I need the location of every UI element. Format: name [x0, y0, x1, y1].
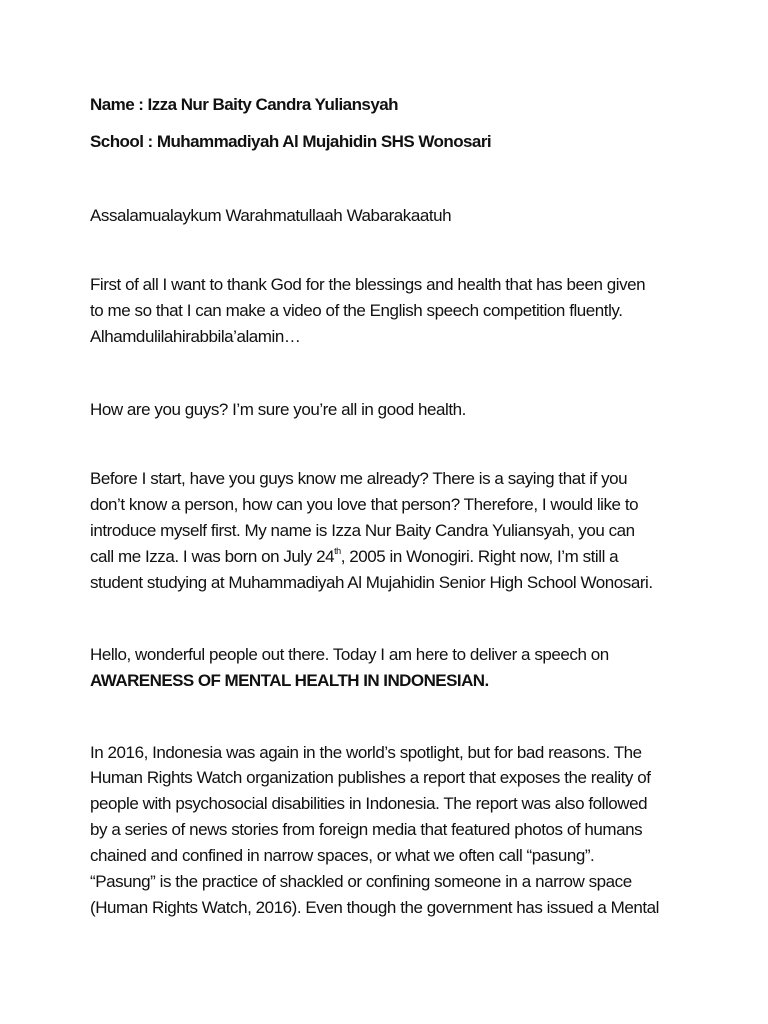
birth-text-after: , 2005 in Wonogiri. Right now, I’m still a [340, 547, 619, 566]
paragraph-3-line-3: introduce myself first. My name is Izza Nur Baity Candra Yuliansyah, you can [90, 521, 635, 540]
paragraph-1-line-2: to me so that I can make a video of the English speech competition fluently. [90, 301, 623, 320]
paragraph-5-line-6: “Pasung” is the practice of shackled or confining someone in a narrow space [90, 872, 632, 891]
student-name-line: Name : Izza Nur Baity Candra Yuliansyah [90, 95, 398, 114]
paragraph-2-line-1: How are you guys? I’m sure you’re all in good health. [90, 400, 466, 419]
paragraph-3-line-2: don’t know a person, how can you love that person? Therefore, I would like to [90, 495, 639, 514]
paragraph-5-line-1: In 2016, Indonesia was again in the world’s spotlight, but for bad reasons. The [90, 743, 642, 762]
paragraph-3-line-4 [90, 544, 618, 570]
birth-text-before: call me Izza. I was born on July 24 [90, 547, 335, 566]
paragraph-5-line-3: people with psychosocial disabilities in Indonesia. The report was also followed [90, 794, 648, 813]
paragraph-5-line-4: by a series of news stories from foreign media that featured photos of humans [90, 820, 643, 839]
school-line: School : Muhammadiyah Al Mujahidin SHS Wonosari [90, 132, 492, 151]
greeting-line: Assalamualaykum Warahmatullaah Wabarakaatuh [90, 206, 452, 225]
paragraph-5-line-5: chained and confined in narrow spaces, or what we often call “pasung”. [90, 846, 595, 865]
paragraph-1-line-3: Alhamdulilahirabbila’alamin… [90, 327, 301, 346]
paragraph-5-line-2: Human Rights Watch organization publishes a report that exposes the reality of [90, 768, 651, 787]
speech-title: AWARENESS OF MENTAL HEALTH IN INDONESIAN. [90, 671, 489, 690]
paragraph-3-line-5: student studying at Muhammadiyah Al Mujahidin Senior High School Wonosari. [90, 573, 653, 592]
paragraph-1-line-1: First of all I want to thank God for the blessings and health that has been given [90, 275, 646, 294]
paragraph-4-line-1: Hello, wonderful people out there. Today I am here to deliver a speech on [90, 645, 609, 664]
ordinal-superscript: th [334, 546, 341, 557]
paragraph-3-line-1: Before I start, have you guys know me already? There is a saying that if you [90, 469, 628, 488]
paragraph-5-line-7: (Human Rights Watch, 2016). Even though the government has issued a Mental [90, 898, 659, 917]
